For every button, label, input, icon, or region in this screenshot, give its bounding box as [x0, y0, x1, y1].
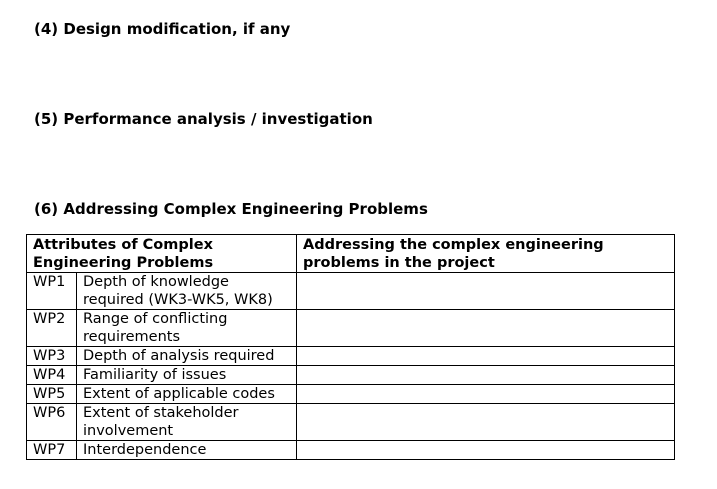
row-answer-cell[interactable] — [297, 385, 675, 404]
row-description: Range of conflicting requirements — [77, 310, 297, 347]
row-description: Depth of analysis required — [77, 347, 297, 366]
row-code: WP3 — [27, 347, 77, 366]
table-row — [27, 366, 675, 385]
row-code: WP4 — [27, 366, 77, 385]
row-answer-cell[interactable] — [297, 441, 675, 460]
table-row — [27, 347, 675, 366]
row-description: Depth of knowledge required (WK3-WK5, WK8) — [77, 273, 297, 310]
complex-problems-table — [26, 234, 675, 460]
table-row — [27, 310, 675, 347]
row-answer-cell[interactable] — [297, 366, 675, 385]
section-heading-design-modification: (4) Design modification, if any — [34, 20, 291, 38]
row-description: Extent of stakeholder involvement — [77, 404, 297, 441]
row-answer-cell[interactable] — [297, 404, 675, 441]
header-attributes: Attributes of Complex Engineering Problems — [27, 235, 297, 273]
table-header-row — [27, 235, 675, 273]
section-heading-complex-problems: (6) Addressing Complex Engineering Problems — [34, 200, 428, 218]
table-row — [27, 273, 675, 310]
row-description: Extent of applicable codes — [77, 385, 297, 404]
row-code: WP1 — [27, 273, 77, 310]
header-addressing: Addressing the complex engineering problems in the project — [297, 235, 675, 273]
row-code: WP2 — [27, 310, 77, 347]
row-code: WP6 — [27, 404, 77, 441]
row-answer-cell[interactable] — [297, 310, 675, 347]
row-answer-cell[interactable] — [297, 273, 675, 310]
row-answer-cell[interactable] — [297, 347, 675, 366]
row-code: WP5 — [27, 385, 77, 404]
section-heading-performance-analysis: (5) Performance analysis / investigation — [34, 110, 373, 128]
table-row — [27, 385, 675, 404]
row-description: Familiarity of issues — [77, 366, 297, 385]
table-row — [27, 441, 675, 460]
row-description: Interdependence — [77, 441, 297, 460]
table-row — [27, 404, 675, 441]
row-code: WP7 — [27, 441, 77, 460]
